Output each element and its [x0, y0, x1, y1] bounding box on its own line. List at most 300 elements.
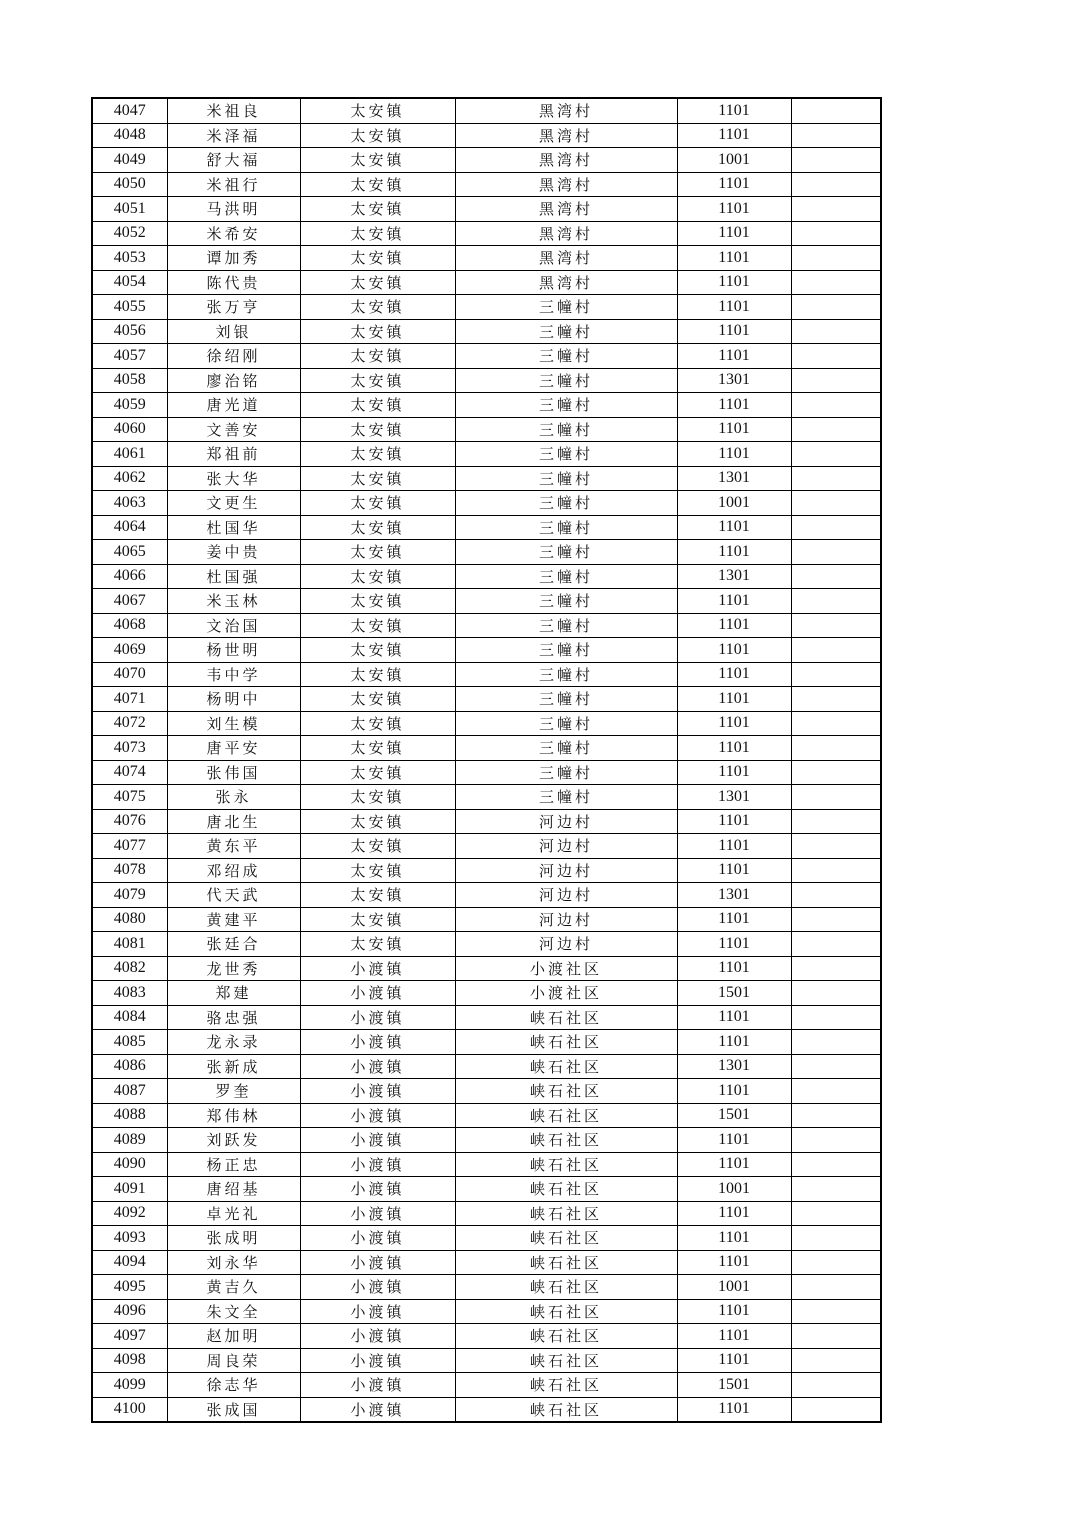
empty-notes-cell [791, 442, 881, 467]
table-row [92, 1397, 881, 1422]
village-cell: 黑湾村 [455, 221, 677, 246]
village-cell: 峡石社区 [455, 1299, 677, 1324]
person-name-cell: 郑祖前 [167, 442, 300, 467]
roster-table [91, 97, 882, 1423]
town-cell: 太安镇 [300, 221, 455, 246]
row-number-cell: 4085 [92, 1030, 167, 1055]
empty-notes-cell [791, 1299, 881, 1324]
empty-notes-cell [791, 834, 881, 859]
table-row [92, 809, 881, 834]
village-cell: 三幢村 [455, 589, 677, 614]
empty-notes-cell [791, 515, 881, 540]
person-name-cell: 张永 [167, 785, 300, 810]
category-code-cell: 1101 [677, 123, 791, 148]
person-name-cell: 龙世秀 [167, 956, 300, 981]
row-number-cell: 4049 [92, 148, 167, 173]
category-code-cell: 1101 [677, 319, 791, 344]
town-cell: 小渡镇 [300, 1250, 455, 1275]
category-code-cell: 1101 [677, 932, 791, 957]
town-cell: 小渡镇 [300, 1005, 455, 1030]
row-number-cell: 4061 [92, 442, 167, 467]
person-name-cell: 张成明 [167, 1226, 300, 1251]
town-cell: 太安镇 [300, 393, 455, 418]
row-number-cell: 4075 [92, 785, 167, 810]
empty-notes-cell [791, 246, 881, 271]
town-cell: 小渡镇 [300, 981, 455, 1006]
town-cell: 小渡镇 [300, 1103, 455, 1128]
person-name-cell: 张大华 [167, 466, 300, 491]
table-row [92, 1079, 881, 1104]
empty-notes-cell [791, 809, 881, 834]
table-row [92, 1103, 881, 1128]
row-number-cell: 4062 [92, 466, 167, 491]
town-cell: 太安镇 [300, 515, 455, 540]
row-number-cell: 4054 [92, 270, 167, 295]
empty-notes-cell [791, 1250, 881, 1275]
table-row [92, 1201, 881, 1226]
category-code-cell: 1101 [677, 442, 791, 467]
village-cell: 黑湾村 [455, 123, 677, 148]
row-number-cell: 4052 [92, 221, 167, 246]
town-cell: 小渡镇 [300, 1226, 455, 1251]
row-number-cell: 4098 [92, 1348, 167, 1373]
village-cell: 河边村 [455, 932, 677, 957]
row-number-cell: 4088 [92, 1103, 167, 1128]
person-name-cell: 黄建平 [167, 907, 300, 932]
row-number-cell: 4047 [92, 98, 167, 123]
table-row [92, 834, 881, 859]
village-cell: 三幢村 [455, 515, 677, 540]
person-name-cell: 刘跃发 [167, 1128, 300, 1153]
person-name-cell: 周良荣 [167, 1348, 300, 1373]
village-cell: 小渡社区 [455, 981, 677, 1006]
person-name-cell: 卓光礼 [167, 1201, 300, 1226]
table-row [92, 1226, 881, 1251]
category-code-cell: 1101 [677, 221, 791, 246]
village-cell: 三幢村 [455, 442, 677, 467]
town-cell: 小渡镇 [300, 1299, 455, 1324]
person-name-cell: 米祖良 [167, 98, 300, 123]
village-cell: 峡石社区 [455, 1226, 677, 1251]
table-row [92, 148, 881, 173]
category-code-cell: 1101 [677, 858, 791, 883]
person-name-cell: 杨正忠 [167, 1152, 300, 1177]
empty-notes-cell [791, 1397, 881, 1422]
village-cell: 峡石社区 [455, 1373, 677, 1398]
category-code-cell: 1101 [677, 1324, 791, 1349]
row-number-cell: 4064 [92, 515, 167, 540]
row-number-cell: 4065 [92, 540, 167, 565]
row-number-cell: 4059 [92, 393, 167, 418]
empty-notes-cell [791, 736, 881, 761]
category-code-cell: 1101 [677, 834, 791, 859]
row-number-cell: 4048 [92, 123, 167, 148]
category-code-cell: 1101 [677, 760, 791, 785]
table-row [92, 858, 881, 883]
table-row [92, 295, 881, 320]
empty-notes-cell [791, 466, 881, 491]
row-number-cell: 4068 [92, 613, 167, 638]
person-name-cell: 谭加秀 [167, 246, 300, 271]
table-row [92, 515, 881, 540]
empty-notes-cell [791, 1177, 881, 1202]
village-cell: 峡石社区 [455, 1103, 677, 1128]
table-row [92, 564, 881, 589]
person-name-cell: 米玉林 [167, 589, 300, 614]
table-row [92, 687, 881, 712]
row-number-cell: 4083 [92, 981, 167, 1006]
category-code-cell: 1101 [677, 613, 791, 638]
person-name-cell: 姜中贵 [167, 540, 300, 565]
town-cell: 太安镇 [300, 883, 455, 908]
table-row [92, 98, 881, 123]
town-cell: 太安镇 [300, 98, 455, 123]
empty-notes-cell [791, 1226, 881, 1251]
category-code-cell: 1101 [677, 907, 791, 932]
town-cell: 小渡镇 [300, 1324, 455, 1349]
category-code-cell: 1101 [677, 1226, 791, 1251]
person-name-cell: 张伟国 [167, 760, 300, 785]
table-row [92, 638, 881, 663]
row-number-cell: 4092 [92, 1201, 167, 1226]
table-row [92, 1030, 881, 1055]
village-cell: 峡石社区 [455, 1079, 677, 1104]
town-cell: 太安镇 [300, 466, 455, 491]
village-cell: 峡石社区 [455, 1005, 677, 1030]
empty-notes-cell [791, 98, 881, 123]
empty-notes-cell [791, 1005, 881, 1030]
empty-notes-cell [791, 1152, 881, 1177]
person-name-cell: 张廷合 [167, 932, 300, 957]
row-number-cell: 4089 [92, 1128, 167, 1153]
person-name-cell: 骆忠强 [167, 1005, 300, 1030]
village-cell: 三幢村 [455, 540, 677, 565]
person-name-cell: 代天武 [167, 883, 300, 908]
empty-notes-cell [791, 491, 881, 516]
empty-notes-cell [791, 368, 881, 393]
table-row [92, 344, 881, 369]
table-row [92, 1152, 881, 1177]
category-code-cell: 1501 [677, 1103, 791, 1128]
table-row [92, 1128, 881, 1153]
table-row [92, 932, 881, 957]
category-code-cell: 1101 [677, 1152, 791, 1177]
person-name-cell: 廖治铭 [167, 368, 300, 393]
row-number-cell: 4081 [92, 932, 167, 957]
person-name-cell: 罗奎 [167, 1079, 300, 1104]
category-code-cell: 1001 [677, 1177, 791, 1202]
table-row [92, 393, 881, 418]
village-cell: 三幢村 [455, 368, 677, 393]
person-name-cell: 郑建 [167, 981, 300, 1006]
table-row [92, 270, 881, 295]
row-number-cell: 4070 [92, 662, 167, 687]
category-code-cell: 1101 [677, 270, 791, 295]
town-cell: 太安镇 [300, 442, 455, 467]
row-number-cell: 4082 [92, 956, 167, 981]
category-code-cell: 1101 [677, 1201, 791, 1226]
town-cell: 太安镇 [300, 368, 455, 393]
row-number-cell: 4097 [92, 1324, 167, 1349]
town-cell: 小渡镇 [300, 1152, 455, 1177]
person-name-cell: 文更生 [167, 491, 300, 516]
empty-notes-cell [791, 956, 881, 981]
village-cell: 河边村 [455, 858, 677, 883]
table-row [92, 1324, 881, 1349]
table-row [92, 172, 881, 197]
person-name-cell: 杨世明 [167, 638, 300, 663]
town-cell: 小渡镇 [300, 1030, 455, 1055]
empty-notes-cell [791, 1054, 881, 1079]
person-name-cell: 唐北生 [167, 809, 300, 834]
empty-notes-cell [791, 1275, 881, 1300]
person-name-cell: 唐平安 [167, 736, 300, 761]
town-cell: 太安镇 [300, 638, 455, 663]
table-row [92, 1250, 881, 1275]
row-number-cell: 4073 [92, 736, 167, 761]
category-code-cell: 1301 [677, 368, 791, 393]
town-cell: 小渡镇 [300, 1054, 455, 1079]
village-cell: 黑湾村 [455, 246, 677, 271]
row-number-cell: 4069 [92, 638, 167, 663]
town-cell: 太安镇 [300, 197, 455, 222]
row-number-cell: 4053 [92, 246, 167, 271]
person-name-cell: 唐绍基 [167, 1177, 300, 1202]
town-cell: 小渡镇 [300, 1373, 455, 1398]
table-row [92, 662, 881, 687]
town-cell: 太安镇 [300, 123, 455, 148]
village-cell: 三幢村 [455, 687, 677, 712]
empty-notes-cell [791, 613, 881, 638]
table-row [92, 613, 881, 638]
village-cell: 三幢村 [455, 393, 677, 418]
table-row [92, 907, 881, 932]
village-cell: 三幢村 [455, 417, 677, 442]
empty-notes-cell [791, 1030, 881, 1055]
person-name-cell: 黄吉久 [167, 1275, 300, 1300]
table-row [92, 1373, 881, 1398]
town-cell: 太安镇 [300, 687, 455, 712]
village-cell: 河边村 [455, 809, 677, 834]
person-name-cell: 唐光道 [167, 393, 300, 418]
village-cell: 黑湾村 [455, 197, 677, 222]
category-code-cell: 1101 [677, 662, 791, 687]
empty-notes-cell [791, 295, 881, 320]
table-row [92, 319, 881, 344]
category-code-cell: 1101 [677, 1250, 791, 1275]
town-cell: 小渡镇 [300, 1177, 455, 1202]
table-row [92, 589, 881, 614]
village-cell: 黑湾村 [455, 148, 677, 173]
empty-notes-cell [791, 123, 881, 148]
table-row [92, 956, 881, 981]
person-name-cell: 郑伟林 [167, 1103, 300, 1128]
village-cell: 峡石社区 [455, 1324, 677, 1349]
village-cell: 三幢村 [455, 662, 677, 687]
person-name-cell: 张万亨 [167, 295, 300, 320]
row-number-cell: 4096 [92, 1299, 167, 1324]
village-cell: 峡石社区 [455, 1275, 677, 1300]
category-code-cell: 1101 [677, 172, 791, 197]
table-row [92, 123, 881, 148]
town-cell: 太安镇 [300, 540, 455, 565]
table-row [92, 197, 881, 222]
village-cell: 峡石社区 [455, 1177, 677, 1202]
town-cell: 太安镇 [300, 809, 455, 834]
town-cell: 太安镇 [300, 760, 455, 785]
person-name-cell: 张新成 [167, 1054, 300, 1079]
empty-notes-cell [791, 932, 881, 957]
category-code-cell: 1101 [677, 809, 791, 834]
row-number-cell: 4058 [92, 368, 167, 393]
empty-notes-cell [791, 981, 881, 1006]
row-number-cell: 4076 [92, 809, 167, 834]
empty-notes-cell [791, 785, 881, 810]
empty-notes-cell [791, 638, 881, 663]
row-number-cell: 4079 [92, 883, 167, 908]
empty-notes-cell [791, 883, 881, 908]
category-code-cell: 1301 [677, 466, 791, 491]
village-cell: 三幢村 [455, 344, 677, 369]
town-cell: 太安镇 [300, 907, 455, 932]
village-cell: 河边村 [455, 834, 677, 859]
table-row [92, 1299, 881, 1324]
category-code-cell: 1101 [677, 687, 791, 712]
category-code-cell: 1101 [677, 197, 791, 222]
person-name-cell: 杜国华 [167, 515, 300, 540]
village-cell: 三幢村 [455, 295, 677, 320]
category-code-cell: 1501 [677, 1373, 791, 1398]
category-code-cell: 1001 [677, 148, 791, 173]
town-cell: 太安镇 [300, 589, 455, 614]
table-row [92, 760, 881, 785]
table-row [92, 785, 881, 810]
empty-notes-cell [791, 687, 881, 712]
table-row [92, 491, 881, 516]
village-cell: 黑湾村 [455, 172, 677, 197]
empty-notes-cell [791, 1324, 881, 1349]
table-row [92, 368, 881, 393]
table-row [92, 1275, 881, 1300]
person-name-cell: 徐志华 [167, 1373, 300, 1398]
table-row [92, 711, 881, 736]
town-cell: 小渡镇 [300, 1079, 455, 1104]
town-cell: 太安镇 [300, 564, 455, 589]
category-code-cell: 1001 [677, 491, 791, 516]
empty-notes-cell [791, 344, 881, 369]
town-cell: 小渡镇 [300, 1348, 455, 1373]
village-cell: 三幢村 [455, 466, 677, 491]
person-name-cell: 张成国 [167, 1397, 300, 1422]
row-number-cell: 4056 [92, 319, 167, 344]
row-number-cell: 4050 [92, 172, 167, 197]
row-number-cell: 4093 [92, 1226, 167, 1251]
category-code-cell: 1101 [677, 956, 791, 981]
empty-notes-cell [791, 662, 881, 687]
person-name-cell: 米泽福 [167, 123, 300, 148]
row-number-cell: 4063 [92, 491, 167, 516]
town-cell: 太安镇 [300, 858, 455, 883]
village-cell: 三幢村 [455, 736, 677, 761]
table-row [92, 1177, 881, 1202]
row-number-cell: 4095 [92, 1275, 167, 1300]
category-code-cell: 1101 [677, 1348, 791, 1373]
table-row [92, 981, 881, 1006]
category-code-cell: 1101 [677, 417, 791, 442]
village-cell: 峡石社区 [455, 1348, 677, 1373]
category-code-cell: 1101 [677, 1128, 791, 1153]
row-number-cell: 4087 [92, 1079, 167, 1104]
town-cell: 太安镇 [300, 417, 455, 442]
category-code-cell: 1001 [677, 1275, 791, 1300]
empty-notes-cell [791, 1373, 881, 1398]
person-name-cell: 刘永华 [167, 1250, 300, 1275]
person-name-cell: 米希安 [167, 221, 300, 246]
person-name-cell: 韦中学 [167, 662, 300, 687]
village-cell: 峡石社区 [455, 1054, 677, 1079]
empty-notes-cell [791, 540, 881, 565]
town-cell: 太安镇 [300, 932, 455, 957]
village-cell: 三幢村 [455, 564, 677, 589]
table-row [92, 417, 881, 442]
row-number-cell: 4072 [92, 711, 167, 736]
empty-notes-cell [791, 1348, 881, 1373]
village-cell: 三幢村 [455, 638, 677, 663]
village-cell: 小渡社区 [455, 956, 677, 981]
person-name-cell: 刘生模 [167, 711, 300, 736]
person-name-cell: 马洪明 [167, 197, 300, 222]
village-cell: 三幢村 [455, 760, 677, 785]
category-code-cell: 1101 [677, 736, 791, 761]
row-number-cell: 4086 [92, 1054, 167, 1079]
row-number-cell: 4091 [92, 1177, 167, 1202]
town-cell: 太安镇 [300, 319, 455, 344]
roster-table-body [92, 98, 881, 1422]
category-code-cell: 1101 [677, 1005, 791, 1030]
person-name-cell: 邓绍成 [167, 858, 300, 883]
person-name-cell: 杜国强 [167, 564, 300, 589]
person-name-cell: 杨明中 [167, 687, 300, 712]
row-number-cell: 4078 [92, 858, 167, 883]
row-number-cell: 4055 [92, 295, 167, 320]
category-code-cell: 1101 [677, 540, 791, 565]
village-cell: 黑湾村 [455, 98, 677, 123]
town-cell: 小渡镇 [300, 956, 455, 981]
town-cell: 小渡镇 [300, 1397, 455, 1422]
person-name-cell: 舒大福 [167, 148, 300, 173]
category-code-cell: 1101 [677, 589, 791, 614]
empty-notes-cell [791, 1079, 881, 1104]
category-code-cell: 1101 [677, 1079, 791, 1104]
empty-notes-cell [791, 858, 881, 883]
table-row [92, 1005, 881, 1030]
row-number-cell: 4051 [92, 197, 167, 222]
table-row [92, 466, 881, 491]
town-cell: 太安镇 [300, 246, 455, 271]
person-name-cell: 刘银 [167, 319, 300, 344]
person-name-cell: 文善安 [167, 417, 300, 442]
table-row [92, 883, 881, 908]
person-name-cell: 米祖行 [167, 172, 300, 197]
category-code-cell: 1101 [677, 638, 791, 663]
town-cell: 小渡镇 [300, 1128, 455, 1153]
empty-notes-cell [791, 564, 881, 589]
row-number-cell: 4100 [92, 1397, 167, 1422]
category-code-cell: 1101 [677, 344, 791, 369]
row-number-cell: 4074 [92, 760, 167, 785]
person-name-cell: 徐绍刚 [167, 344, 300, 369]
town-cell: 太安镇 [300, 834, 455, 859]
